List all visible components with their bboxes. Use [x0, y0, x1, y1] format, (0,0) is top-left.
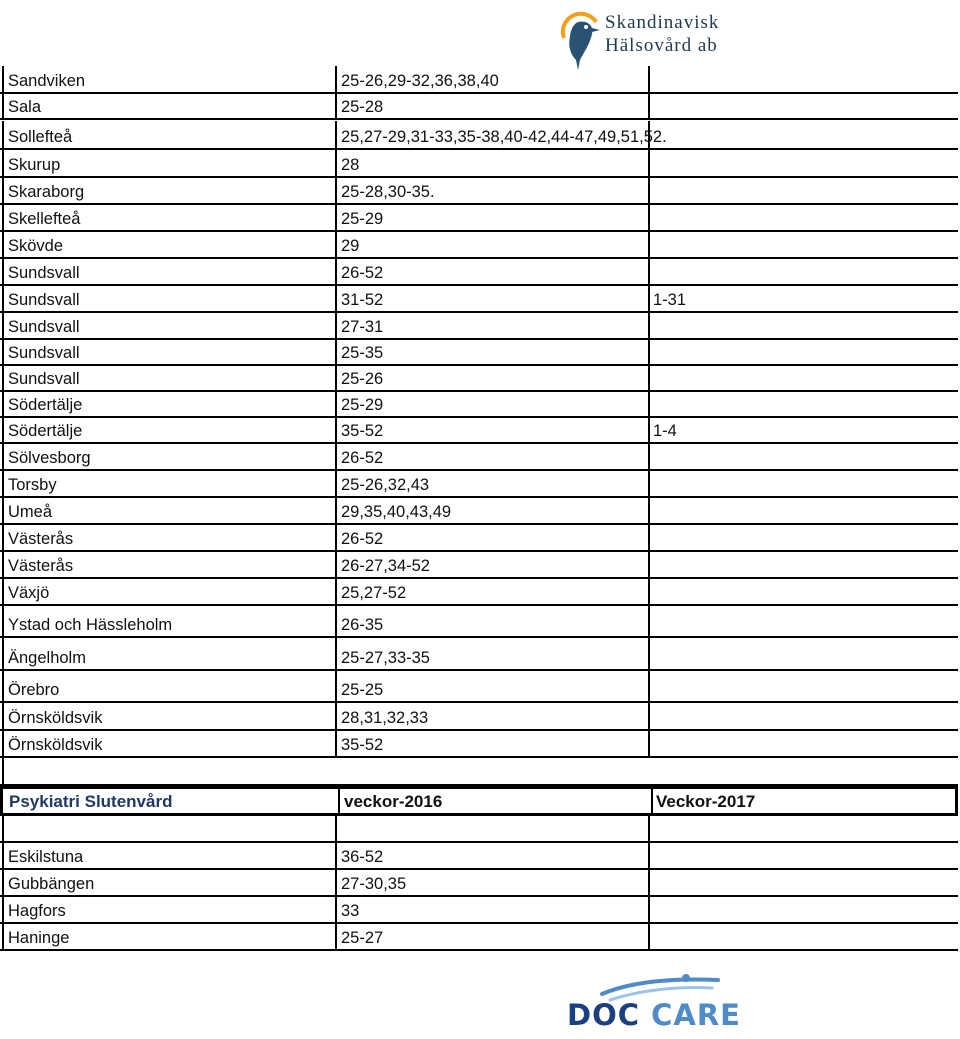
table-row	[0, 444, 958, 471]
table-row	[0, 340, 958, 366]
table-row	[0, 843, 958, 870]
weeks-2016-cell: 25-29	[335, 205, 648, 230]
city-cell: Örebro	[2, 671, 335, 701]
brand-name-line2: Hälsovård ab	[605, 35, 718, 56]
table-row	[0, 232, 958, 259]
table-row	[0, 525, 958, 552]
weeks-2017-cell	[648, 870, 958, 895]
table-row	[0, 392, 958, 418]
weeks-2017-cell	[648, 552, 958, 577]
table-row	[0, 93, 958, 120]
bird-logo-icon	[556, 8, 604, 72]
doc-text: DOC	[567, 998, 641, 1032]
section-title: Psykiatri Slutenvård	[9, 792, 173, 811]
weeks-2017-cell	[648, 178, 958, 203]
care-text: CARE	[651, 998, 741, 1032]
brand-name-line1: Skandinavisk	[605, 12, 720, 33]
weeks-2017-cell	[648, 638, 958, 669]
weeks-2016-cell: 27-31	[335, 313, 648, 338]
weeks-2016-cell: 26-52	[335, 259, 648, 284]
city-cell: Sundsvall	[2, 313, 335, 338]
weeks-2016-cell: 29	[335, 232, 648, 257]
table-row	[0, 579, 958, 606]
weeks-2016-cell: 26-27,34-52	[335, 552, 648, 577]
table-row	[0, 606, 958, 638]
city-cell: Ystad och Hässleholm	[2, 606, 335, 636]
weeks-2017-cell	[648, 205, 958, 230]
weeks-2017-cell	[648, 150, 958, 176]
table-row	[0, 671, 958, 703]
city-cell: Sundsvall	[2, 366, 335, 390]
table-row	[0, 418, 958, 444]
weeks-2016-cell: 28,31,32,33	[335, 703, 648, 729]
weeks-2016-cell: 25-26,29-32,36,38,40	[335, 66, 648, 92]
column-header-2016: veckor-2016	[338, 789, 651, 813]
weeks-2017-cell	[648, 444, 958, 469]
city-cell: Sundsvall	[2, 286, 335, 311]
weeks-2016-cell: 35-52	[335, 418, 648, 442]
table-row	[0, 731, 958, 758]
weeks-2017-cell	[648, 392, 958, 416]
weeks-2016-cell: 25-26,32,43	[335, 471, 648, 496]
city-cell: Västerås	[2, 552, 335, 577]
city-cell: Eskilstuna	[2, 843, 335, 868]
table-row	[0, 870, 958, 897]
city-cell: Sölvesborg	[2, 444, 335, 469]
weeks-2016-cell: 25-28,30-35.	[335, 178, 648, 203]
weeks-2017-cell	[648, 313, 958, 338]
city-cell: Örnsköldsvik	[2, 703, 335, 729]
weeks-2017-cell	[648, 366, 958, 390]
weeks-2017-cell	[648, 340, 958, 364]
empty-cell	[2, 816, 335, 841]
city-cell: Sundsvall	[2, 259, 335, 284]
weeks-2016-cell: 25-28	[335, 93, 648, 118]
weeks-2017-cell: 1-31	[648, 286, 958, 311]
city-cell: Skaraborg	[2, 178, 335, 203]
weeks-2016-cell: 25-29	[335, 392, 648, 416]
table-row	[0, 121, 958, 150]
weeks-2017-cell	[648, 671, 958, 701]
city-cell: Torsby	[2, 471, 335, 496]
table-row	[0, 150, 958, 178]
weeks-2016-cell: 26-52	[335, 525, 648, 550]
city-cell: Skurup	[2, 150, 335, 176]
weeks-2017-cell	[648, 703, 958, 729]
city-cell: Gubbängen	[2, 870, 335, 895]
table-row	[0, 205, 958, 232]
table-row	[0, 366, 958, 392]
city-cell: Växjö	[2, 579, 335, 604]
weeks-2016-cell: 25-35	[335, 340, 648, 364]
weeks-2016-cell: 25-25	[335, 671, 648, 701]
empty-cell	[648, 816, 958, 841]
city-cell: Haninge	[2, 924, 335, 949]
weeks-2017-cell	[648, 471, 958, 496]
weeks-2017-cell	[648, 731, 958, 756]
table-row	[0, 313, 958, 340]
weeks-2016-cell: 31-52	[335, 286, 648, 311]
table-row	[0, 638, 958, 671]
weeks-2017-cell	[648, 579, 958, 604]
weeks-2017-cell	[648, 66, 958, 92]
city-cell: Hagfors	[2, 897, 335, 922]
city-cell: Ängelholm	[2, 638, 335, 669]
weeks-2017-cell	[648, 121, 958, 148]
city-cell: Västerås	[2, 525, 335, 550]
spacer-row	[0, 758, 958, 786]
table-row	[0, 286, 958, 313]
weeks-2017-cell: 1-4	[648, 418, 958, 442]
table-row	[0, 552, 958, 579]
city-cell: Skellefteå	[2, 205, 335, 230]
weeks-2017-cell	[648, 259, 958, 284]
weeks-2016-cell: 25-27,33-35	[335, 638, 648, 669]
city-cell: Sala	[2, 93, 335, 118]
weeks-2016-cell: 25-27	[335, 924, 648, 949]
table-row	[0, 924, 958, 951]
section-header-psykiatri	[0, 786, 958, 816]
empty-row	[0, 816, 958, 843]
weeks-2017-cell	[648, 93, 958, 118]
weeks-2016-cell: 35-52	[335, 731, 648, 756]
weeks-2017-cell	[648, 525, 958, 550]
weeks-2016-cell: 26-52	[335, 444, 648, 469]
empty-cell	[335, 816, 648, 841]
table-row	[0, 498, 958, 525]
city-cell: Sundsvall	[2, 340, 335, 364]
doc-care-logo	[565, 972, 750, 1034]
weeks-2016-cell: 36-52	[335, 843, 648, 868]
table-row	[0, 178, 958, 205]
empty-cell	[2, 758, 335, 784]
city-cell: Södertälje	[2, 418, 335, 442]
weeks-2016-cell: 25-26	[335, 366, 648, 390]
city-cell: Skövde	[2, 232, 335, 257]
table-row	[0, 259, 958, 286]
weeks-2017-cell	[648, 897, 958, 922]
weeks-2017-cell	[648, 843, 958, 868]
weeks-2016-cell: 28	[335, 150, 648, 176]
skandinavisk-halsovard-logo	[556, 8, 766, 70]
weeks-2017-cell	[648, 232, 958, 257]
weeks-2016-cell: 27-30,35	[335, 870, 648, 895]
weeks-2016-cell: 25,27-29,31-33,35-38,40-42,44-47,49,51,52.	[335, 121, 648, 148]
weeks-2017-cell	[648, 924, 958, 949]
table-row	[0, 66, 958, 94]
city-cell: Örnsköldsvik	[2, 731, 335, 756]
weeks-2017-cell	[648, 498, 958, 523]
weeks-2016-cell: 33	[335, 897, 648, 922]
column-header-2017: Veckor-2017	[651, 789, 960, 813]
weeks-2016-cell: 29,35,40,43,49	[335, 498, 648, 523]
doc-care-wordmark	[567, 998, 741, 1032]
weeks-2017-cell	[648, 606, 958, 636]
table-row	[0, 897, 958, 924]
weeks-2016-cell: 26-35	[335, 606, 648, 636]
city-cell: Umeå	[2, 498, 335, 523]
weeks-2016-cell: 25,27-52	[335, 579, 648, 604]
city-cell: Sollefteå	[2, 121, 335, 148]
city-cell: Södertälje	[2, 392, 335, 416]
table-row	[0, 703, 958, 731]
table-row	[0, 471, 958, 498]
city-cell: Sandviken	[2, 66, 335, 92]
